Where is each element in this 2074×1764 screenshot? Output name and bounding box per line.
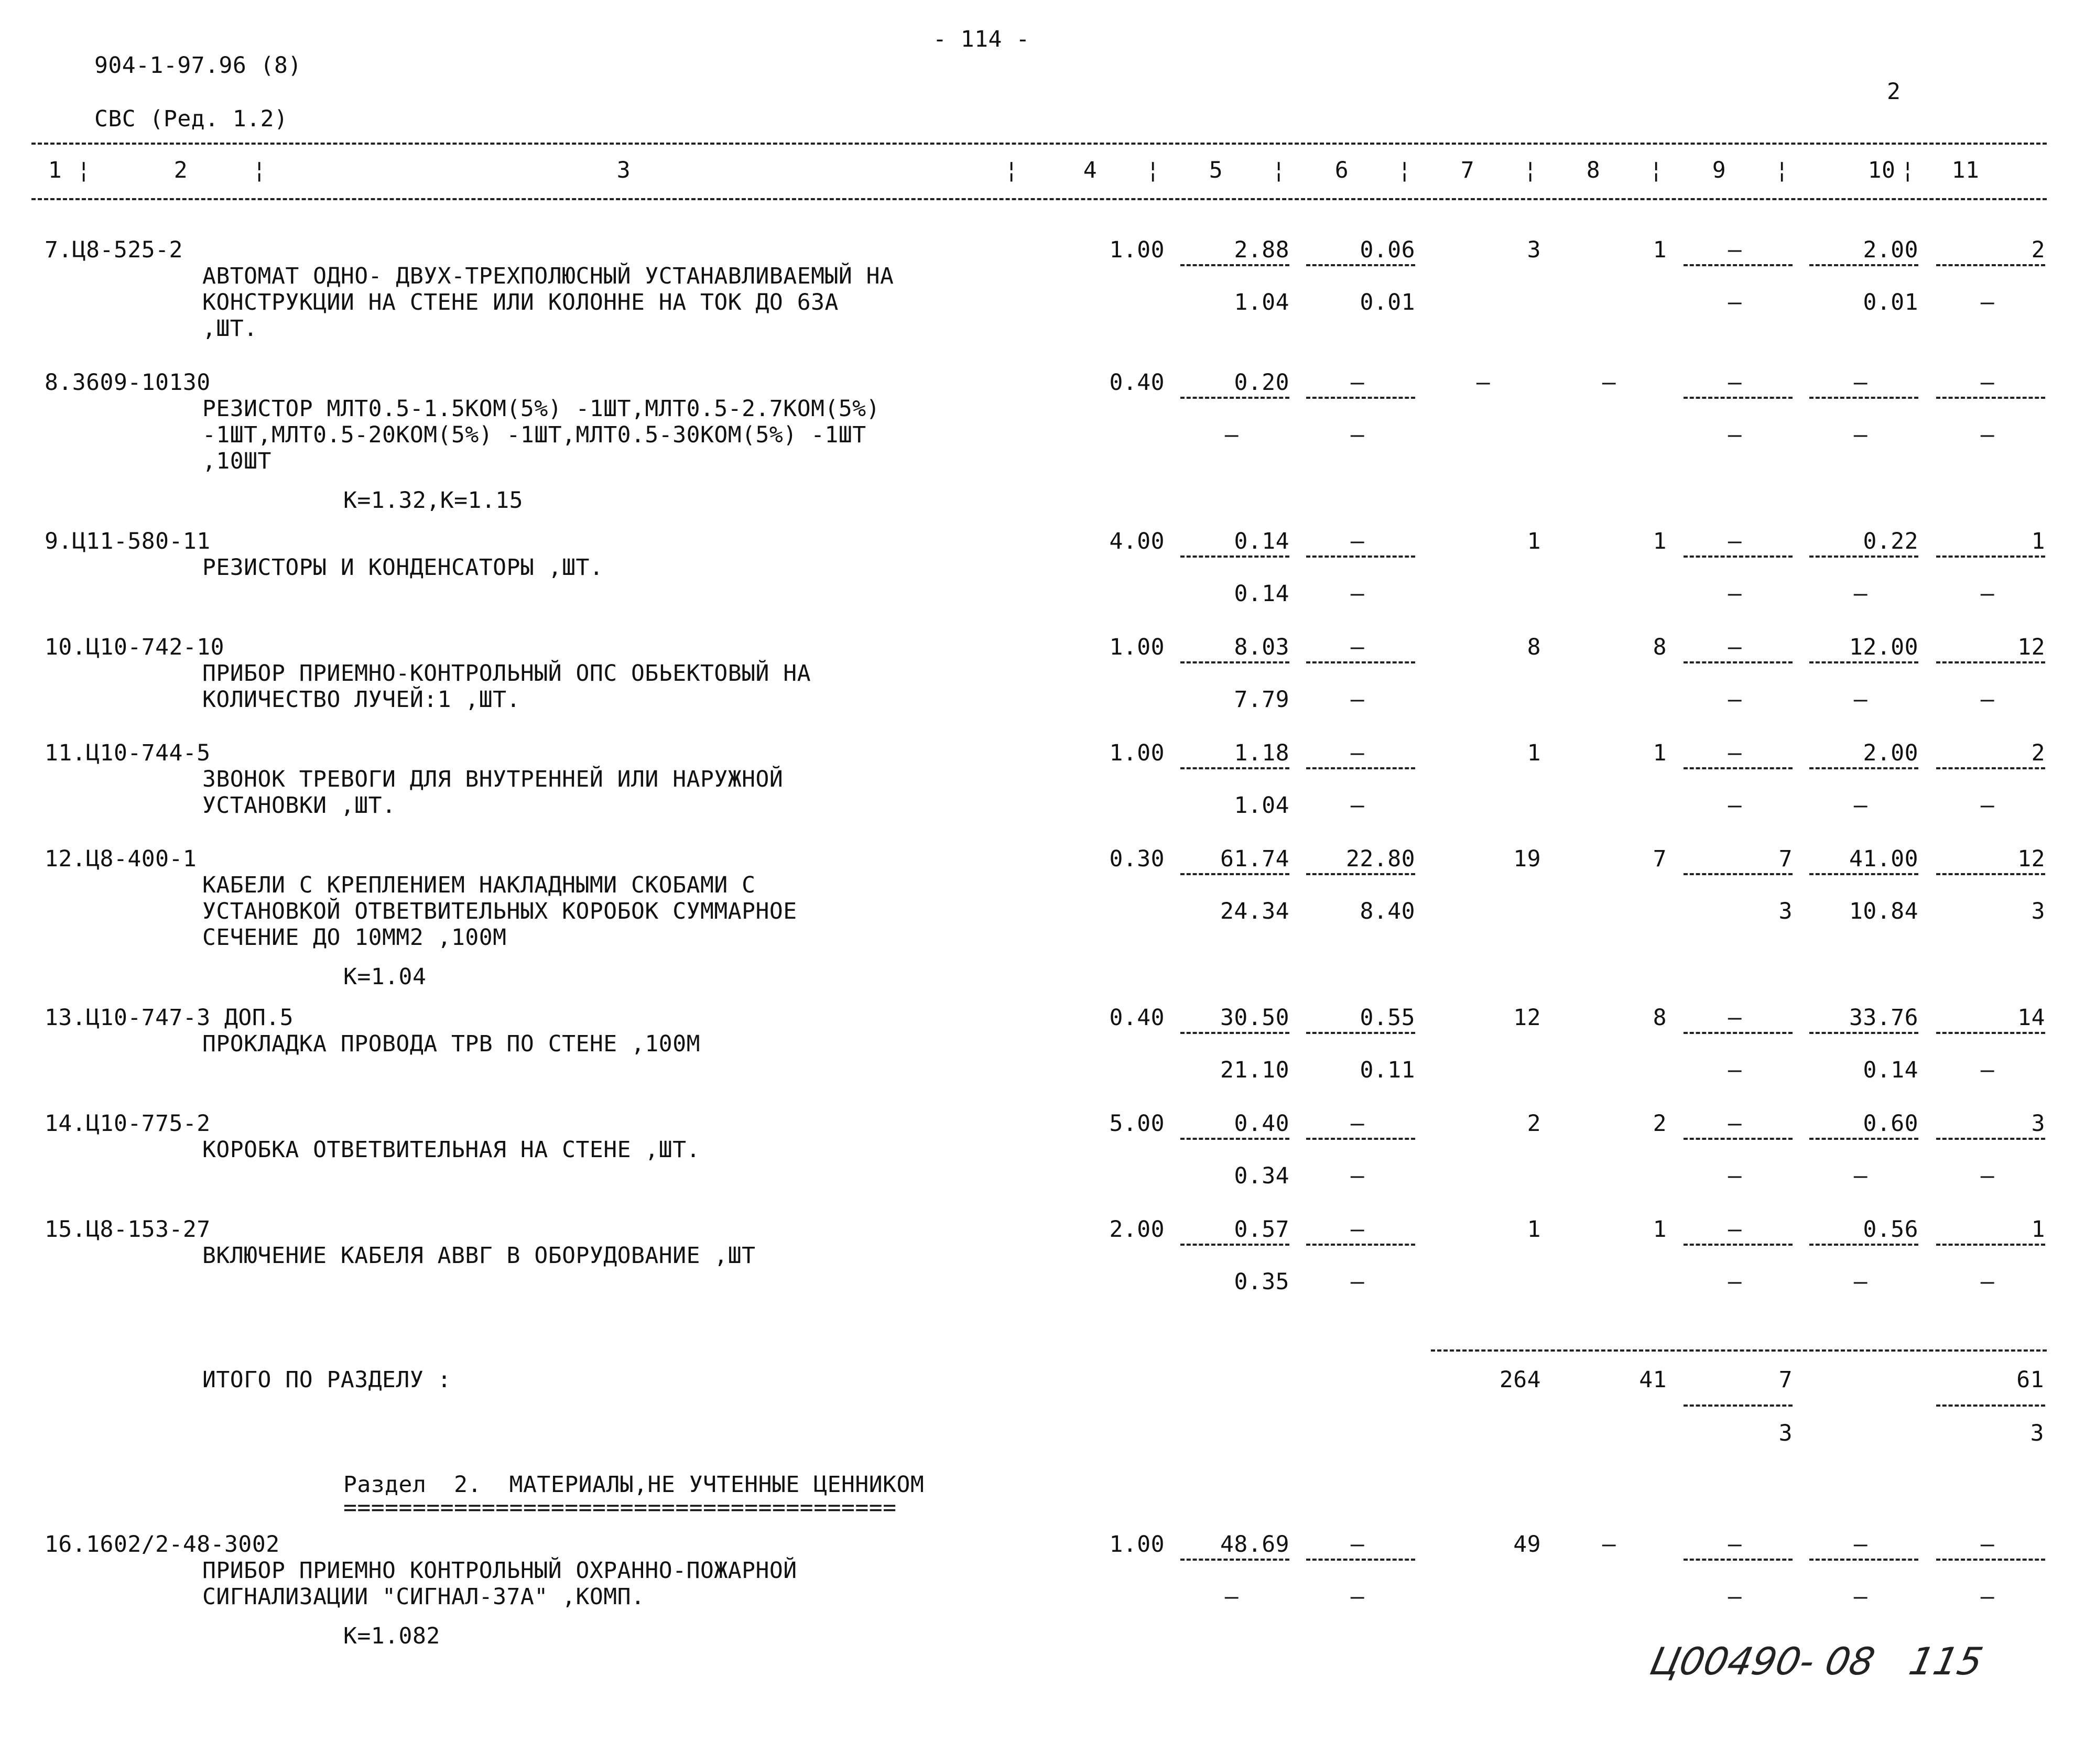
row-divider-c10 bbox=[1809, 264, 1918, 266]
column-separator: ¦ bbox=[77, 157, 91, 183]
row-c4: 1.00 bbox=[1109, 237, 1165, 263]
row-divider-c9 bbox=[1684, 264, 1793, 266]
row-divider-c9 bbox=[1684, 873, 1793, 875]
row-c4: 2.00 bbox=[1109, 1216, 1165, 1243]
row-c6b: – bbox=[1350, 792, 1365, 819]
row-divider-c11 bbox=[1936, 661, 2045, 663]
row-c7: 12 bbox=[1513, 1005, 1541, 1031]
row-c9a: – bbox=[1728, 237, 1742, 263]
row-c11a: 1 bbox=[2031, 1216, 2045, 1243]
row-divider-c10 bbox=[1809, 1244, 1918, 1246]
row-divider-c9 bbox=[1684, 661, 1793, 663]
row-divider-c6 bbox=[1306, 767, 1415, 769]
row-c9b: – bbox=[1728, 1163, 1742, 1189]
row-c6b: – bbox=[1350, 1269, 1365, 1295]
column-separator: ¦ bbox=[1649, 157, 1664, 183]
column-header-8: 8 bbox=[1586, 157, 1601, 183]
section-2-title: Раздел 2. МАТЕРИАЛЫ,НЕ УЧТЕННЫЕ ЦЕННИКОМ bbox=[343, 1472, 925, 1498]
row-c11b: – bbox=[1980, 1057, 1995, 1083]
column-separator: ¦ bbox=[252, 157, 267, 183]
row16-divider-c6 bbox=[1306, 1559, 1415, 1561]
row-c6a: – bbox=[1350, 528, 1365, 554]
row-divider-c5 bbox=[1180, 1244, 1289, 1246]
row-c4: 0.40 bbox=[1109, 1005, 1165, 1031]
item-coefficient: К=1.32,К=1.15 bbox=[343, 487, 524, 514]
row-c6a: – bbox=[1350, 369, 1365, 396]
row-divider-c5 bbox=[1180, 397, 1289, 399]
row-c10a: 0.56 bbox=[1863, 1216, 1918, 1243]
row-divider-c10 bbox=[1809, 556, 1918, 558]
row-c10a: 2.00 bbox=[1863, 237, 1918, 263]
row-c9b: – bbox=[1728, 1057, 1742, 1083]
row-c9b: 3 bbox=[1778, 898, 1793, 924]
item-description-line: ПРИБОР ПРИЕМНО-КОНТРОЛЬНЫЙ ОПС ОБЬЕКТОВЫЙ НА bbox=[202, 660, 811, 687]
page-number: - 114 - bbox=[933, 26, 1030, 52]
row-c11b: – bbox=[1980, 1163, 1995, 1189]
row-c6b: – bbox=[1350, 581, 1365, 607]
row-c11a: 3 bbox=[2031, 1110, 2045, 1137]
column-separator: ¦ bbox=[1523, 157, 1538, 183]
item-description-line: УСТАНОВКОЙ ОТВЕТВИТЕЛЬНЫХ КОРОБОК СУММАРНОЕ bbox=[202, 898, 797, 924]
column-header-10: 10 bbox=[1867, 157, 1896, 183]
item-description-line: -1ШТ,МЛТ0.5-20КОМ(5%) -1ШТ,МЛТ0.5-30КОМ(5%) -1ШТ bbox=[202, 422, 866, 448]
row-c8: 7 bbox=[1653, 846, 1667, 872]
row-c6a: 22.80 bbox=[1346, 846, 1415, 872]
item-description-line: ПРИБОР ПРИЕМНО КОНТРОЛЬНЫЙ ОХРАННО-ПОЖАРНОЙ bbox=[202, 1558, 797, 1584]
row16-c10a: – bbox=[1853, 1531, 1868, 1558]
row-divider-c11 bbox=[1936, 1032, 2045, 1034]
row-c8: 1 bbox=[1653, 237, 1667, 263]
total-label: ИТОГО ПО РАЗДЕЛУ : bbox=[202, 1367, 451, 1393]
row-c9b: – bbox=[1728, 792, 1742, 819]
row-divider-c6 bbox=[1306, 556, 1415, 558]
row-c5a: 2.88 bbox=[1234, 237, 1289, 263]
row-c10b: 0.01 bbox=[1863, 289, 1918, 315]
row-divider-c10 bbox=[1809, 661, 1918, 663]
row16-divider-c5 bbox=[1180, 1559, 1289, 1561]
row-c9b: – bbox=[1728, 422, 1742, 448]
row-c7: 1 bbox=[1527, 528, 1541, 554]
row-c5b: 0.34 bbox=[1234, 1163, 1289, 1189]
column-header-4: 4 bbox=[1083, 157, 1098, 183]
row-c11b: – bbox=[1980, 581, 1995, 607]
row-c10a: 0.60 bbox=[1863, 1110, 1918, 1137]
row-c11a: 14 bbox=[2017, 1005, 2045, 1031]
row-c5b: 24.34 bbox=[1220, 898, 1289, 924]
row-divider-c10 bbox=[1809, 1032, 1918, 1034]
row-divider-c6 bbox=[1306, 397, 1415, 399]
column-separator: ¦ bbox=[1901, 157, 1915, 183]
row-c10b: – bbox=[1853, 581, 1868, 607]
row-c4: 0.40 bbox=[1109, 369, 1165, 396]
row-c6a: 0.55 bbox=[1360, 1005, 1415, 1031]
column-separator: ¦ bbox=[1775, 157, 1789, 183]
total-col11: 61 bbox=[2016, 1367, 2044, 1393]
row-c9b: – bbox=[1728, 1269, 1742, 1295]
row-divider-c5 bbox=[1180, 661, 1289, 663]
item-description-line: ЗВОНОК ТРЕВОГИ ДЛЯ ВНУТРЕННЕЙ ИЛИ НАРУЖНОЙ bbox=[202, 766, 784, 792]
row-c5a: 0.14 bbox=[1234, 528, 1289, 554]
header-top-rule bbox=[31, 143, 2047, 145]
row-divider-c9 bbox=[1684, 1138, 1793, 1140]
row-c8: – bbox=[1602, 369, 1616, 396]
item-coefficient: К=1.082 bbox=[343, 1623, 440, 1649]
total-col11-sub: 3 bbox=[2030, 1420, 2044, 1446]
row-c10a: 33.76 bbox=[1849, 1005, 1918, 1031]
item-code: 15.Ц8-153-27 bbox=[45, 1216, 211, 1243]
row-c11a: 2 bbox=[2031, 740, 2045, 766]
row-divider-c6 bbox=[1306, 1032, 1415, 1034]
row-divider-c11 bbox=[1936, 1244, 2045, 1246]
row-c10a: 12.00 bbox=[1849, 634, 1918, 660]
column-separator: ¦ bbox=[1397, 157, 1412, 183]
item-description-line: ПРОКЛАДКА ПРОВОДА ТРВ ПО СТЕНЕ ,100М bbox=[202, 1031, 700, 1057]
row-c9b: – bbox=[1728, 289, 1742, 315]
row-c9a: – bbox=[1728, 1216, 1742, 1243]
row-c9a: – bbox=[1728, 1005, 1742, 1031]
row-c8: 2 bbox=[1653, 1110, 1667, 1137]
row-c9a: – bbox=[1728, 528, 1742, 554]
item-code: 7.Ц8-525-2 bbox=[45, 237, 183, 263]
item-description-line: ,10ШТ bbox=[202, 448, 272, 474]
row-c10b: – bbox=[1853, 1269, 1868, 1295]
item-code: 13.Ц10-747-3 ДОП.5 bbox=[45, 1005, 294, 1031]
row-c11a: – bbox=[1980, 369, 1995, 396]
row-c5b: 7.79 bbox=[1234, 687, 1289, 713]
row-c10b: – bbox=[1853, 422, 1868, 448]
column-header-1: 1 bbox=[48, 157, 62, 183]
row-divider-c5 bbox=[1180, 1138, 1289, 1140]
row-divider-c10 bbox=[1809, 397, 1918, 399]
row-divider-c10 bbox=[1809, 767, 1918, 769]
row-c7: 8 bbox=[1527, 634, 1541, 660]
header-bottom-rule bbox=[31, 198, 2047, 200]
total-col8: 41 bbox=[1639, 1367, 1667, 1393]
total-col9-divider bbox=[1684, 1404, 1793, 1407]
row-divider-c11 bbox=[1936, 556, 2045, 558]
row-c9b: – bbox=[1728, 687, 1742, 713]
row-c10b: 0.14 bbox=[1863, 1057, 1918, 1083]
row-divider-c11 bbox=[1936, 1138, 2045, 1140]
row-divider-c6 bbox=[1306, 873, 1415, 875]
item-code: 11.Ц10-744-5 bbox=[45, 740, 211, 766]
column-header-7: 7 bbox=[1460, 157, 1475, 183]
program-version: СВС (Ред. 1.2) bbox=[94, 106, 288, 132]
handwritten-archive-note: Ц00490- 08 115 bbox=[1646, 1639, 1987, 1683]
item-description-line: УСТАНОВКИ ,ШТ. bbox=[202, 792, 396, 819]
total-col9: 7 bbox=[1778, 1367, 1793, 1393]
document-number: 904-1-97.96 (8) bbox=[94, 52, 302, 79]
row-c4: 0.30 bbox=[1109, 846, 1165, 872]
row-c6a: – bbox=[1350, 740, 1365, 766]
item-description-line: РЕЗИСТОРЫ И КОНДЕНСАТОРЫ ,ШТ. bbox=[202, 554, 604, 581]
row-c5a: 0.20 bbox=[1234, 369, 1289, 396]
item-code: 8.3609-10130 bbox=[45, 369, 211, 396]
row-divider-c9 bbox=[1684, 1032, 1793, 1034]
row16-c11b: – bbox=[1980, 1584, 1995, 1610]
item-description-line: СИГНАЛИЗАЦИИ "СИГНАЛ-37А" ,КОМП. bbox=[202, 1584, 645, 1610]
row16-c4: 1.00 bbox=[1109, 1531, 1165, 1558]
row16-divider-c9 bbox=[1684, 1559, 1793, 1561]
row16-c5a: 48.69 bbox=[1220, 1531, 1289, 1558]
total-col9-sub: 3 bbox=[1778, 1420, 1793, 1446]
row16-c10b: – bbox=[1853, 1584, 1868, 1610]
row16-divider-c11 bbox=[1936, 1559, 2045, 1561]
row-c10b: – bbox=[1853, 687, 1868, 713]
row-c5a: 1.18 bbox=[1234, 740, 1289, 766]
sheet-number: 2 bbox=[1887, 79, 1901, 105]
row-divider-c10 bbox=[1809, 873, 1918, 875]
row-c10a: – bbox=[1853, 369, 1868, 396]
row-c11b: 3 bbox=[2031, 898, 2045, 924]
row-c9a: 7 bbox=[1778, 846, 1793, 872]
column-separator: ¦ bbox=[1004, 157, 1019, 183]
total-top-rule bbox=[1431, 1349, 2047, 1352]
item-coefficient: К=1.04 bbox=[343, 964, 427, 990]
row-c8: 1 bbox=[1653, 528, 1667, 554]
row-divider-c5 bbox=[1180, 873, 1289, 875]
row-divider-c5 bbox=[1180, 264, 1289, 266]
row-c8: 1 bbox=[1653, 740, 1667, 766]
column-separator: ¦ bbox=[1272, 157, 1286, 183]
item-code: 12.Ц8-400-1 bbox=[45, 846, 197, 872]
item-code: 10.Ц10-742-10 bbox=[45, 634, 225, 660]
row-c4: 1.00 bbox=[1109, 740, 1165, 766]
row-c10a: 41.00 bbox=[1849, 846, 1918, 872]
row-c5b: 0.35 bbox=[1234, 1269, 1289, 1295]
row-divider-c11 bbox=[1936, 873, 2045, 875]
row-c4: 1.00 bbox=[1109, 634, 1165, 660]
row-c8: 1 bbox=[1653, 1216, 1667, 1243]
row-c7: 2 bbox=[1527, 1110, 1541, 1137]
row-c9a: – bbox=[1728, 1110, 1742, 1137]
row-divider-c11 bbox=[1936, 397, 2045, 399]
row-c10b: 10.84 bbox=[1849, 898, 1918, 924]
item-description-line: КАБЕЛИ С КРЕПЛЕНИЕМ НАКЛАДНЫМИ СКОБАМИ С bbox=[202, 872, 756, 898]
row-c5b: 21.10 bbox=[1220, 1057, 1289, 1083]
total-col7: 264 bbox=[1499, 1367, 1541, 1393]
row-c4: 5.00 bbox=[1109, 1110, 1165, 1137]
row-c6a: 0.06 bbox=[1360, 237, 1415, 263]
column-separator: ¦ bbox=[1146, 157, 1160, 183]
row-c11a: 1 bbox=[2031, 528, 2045, 554]
row-c6b: – bbox=[1350, 422, 1365, 448]
row-c11a: 12 bbox=[2017, 846, 2045, 872]
row-c7: 19 bbox=[1513, 846, 1541, 872]
section-2-underline: ======================================== bbox=[343, 1495, 897, 1521]
row-c8: 8 bbox=[1653, 634, 1667, 660]
row-c6a: – bbox=[1350, 1216, 1365, 1243]
row16-c5b: – bbox=[1224, 1584, 1239, 1610]
row-c10a: 0.22 bbox=[1863, 528, 1918, 554]
row-c6b: – bbox=[1350, 687, 1365, 713]
row-c8: 8 bbox=[1653, 1005, 1667, 1031]
row-c4: 4.00 bbox=[1109, 528, 1165, 554]
row-c10b: – bbox=[1853, 1163, 1868, 1189]
row-c5a: 0.57 bbox=[1234, 1216, 1289, 1243]
column-header-2: 2 bbox=[173, 157, 188, 183]
row-divider-c11 bbox=[1936, 767, 2045, 769]
row-c11b: – bbox=[1980, 289, 1995, 315]
item-description-line: СЕЧЕНИЕ ДО 10ММ2 ,100М bbox=[202, 924, 507, 951]
row16-c8: – bbox=[1602, 1531, 1616, 1558]
row-c7: 3 bbox=[1527, 237, 1541, 263]
row-divider-c9 bbox=[1684, 556, 1793, 558]
column-header-5: 5 bbox=[1209, 157, 1223, 183]
item-code: 14.Ц10-775-2 bbox=[45, 1110, 211, 1137]
row16-c11a: – bbox=[1980, 1531, 1995, 1558]
row-c11a: 12 bbox=[2017, 634, 2045, 660]
row-c9a: – bbox=[1728, 634, 1742, 660]
row-divider-c6 bbox=[1306, 1244, 1415, 1246]
row16-c9b: – bbox=[1728, 1584, 1742, 1610]
row-c11b: – bbox=[1980, 792, 1995, 819]
row16-c6b: – bbox=[1350, 1584, 1365, 1610]
row-c5a: 8.03 bbox=[1234, 634, 1289, 660]
row-c7: – bbox=[1476, 369, 1491, 396]
row-c11b: – bbox=[1980, 687, 1995, 713]
row-divider-c5 bbox=[1180, 767, 1289, 769]
row16-c9a: – bbox=[1728, 1531, 1742, 1558]
row-c7: 1 bbox=[1527, 740, 1541, 766]
row16-c6a: – bbox=[1350, 1531, 1365, 1558]
row-c9a: – bbox=[1728, 740, 1742, 766]
row-c6b: 0.11 bbox=[1360, 1057, 1415, 1083]
row16-c7: 49 bbox=[1513, 1531, 1541, 1558]
total-col11-divider bbox=[1936, 1404, 2045, 1407]
column-header-6: 6 bbox=[1334, 157, 1349, 183]
row-divider-c5 bbox=[1180, 1032, 1289, 1034]
row-c5b: 1.04 bbox=[1234, 289, 1289, 315]
row-c7: 1 bbox=[1527, 1216, 1541, 1243]
item-description-line: АВТОМАТ ОДНО- ДВУХ-ТРЕХПОЛЮСНЫЙ УСТАНАВЛИВАЕМЫЙ НА bbox=[202, 263, 894, 289]
row-c9b: – bbox=[1728, 581, 1742, 607]
row-c5b: – bbox=[1224, 422, 1239, 448]
row-divider-c6 bbox=[1306, 1138, 1415, 1140]
row-c9a: – bbox=[1728, 369, 1742, 396]
row16-divider-c10 bbox=[1809, 1559, 1918, 1561]
row-c6a: – bbox=[1350, 634, 1365, 660]
item-description-line: КОНСТРУКЦИИ НА СТЕНЕ ИЛИ КОЛОННЕ НА ТОК ДО 63А bbox=[202, 289, 839, 315]
row-c6b: – bbox=[1350, 1163, 1365, 1189]
row-c6b: 0.01 bbox=[1360, 289, 1415, 315]
row-divider-c9 bbox=[1684, 1244, 1793, 1246]
column-header-3: 3 bbox=[616, 157, 631, 183]
row-c11b: – bbox=[1980, 422, 1995, 448]
row-c5b: 0.14 bbox=[1234, 581, 1289, 607]
row-divider-c9 bbox=[1684, 397, 1793, 399]
item-code: 16.1602/2-48-3002 bbox=[45, 1531, 280, 1558]
row-divider-c10 bbox=[1809, 1138, 1918, 1140]
item-description-line: КОРОБКА ОТВЕТВИТЕЛЬНАЯ НА СТЕНЕ ,ШТ. bbox=[202, 1137, 700, 1163]
row-divider-c11 bbox=[1936, 264, 2045, 266]
row-c5a: 30.50 bbox=[1220, 1005, 1289, 1031]
row-c10b: – bbox=[1853, 792, 1868, 819]
row-c6b: 8.40 bbox=[1360, 898, 1415, 924]
row-c11b: – bbox=[1980, 1269, 1995, 1295]
row-divider-c6 bbox=[1306, 661, 1415, 663]
row-c10a: 2.00 bbox=[1863, 740, 1918, 766]
row-c5a: 61.74 bbox=[1220, 846, 1289, 872]
item-description-line: РЕЗИСТОР МЛТ0.5-1.5КОМ(5%) -1ШТ,МЛТ0.5-2.7КОМ(5%) bbox=[202, 396, 881, 422]
row-divider-c5 bbox=[1180, 556, 1289, 558]
row-c5a: 0.40 bbox=[1234, 1110, 1289, 1137]
row-divider-c6 bbox=[1306, 264, 1415, 266]
row-c5b: 1.04 bbox=[1234, 792, 1289, 819]
item-code: 9.Ц11-580-11 bbox=[45, 528, 211, 554]
item-description-line: ,ШТ. bbox=[202, 315, 258, 342]
item-description-line: ВКЛЮЧЕНИЕ КАБЕЛЯ АВВГ В ОБОРУДОВАНИЕ ,ШТ bbox=[202, 1243, 756, 1269]
column-header-9: 9 bbox=[1712, 157, 1726, 183]
row-divider-c9 bbox=[1684, 767, 1793, 769]
row-c6a: – bbox=[1350, 1110, 1365, 1137]
column-header-11: 11 bbox=[1951, 157, 1980, 183]
item-description-line: КОЛИЧЕСТВО ЛУЧЕЙ:1 ,ШТ. bbox=[202, 687, 520, 713]
row-c11a: 2 bbox=[2031, 237, 2045, 263]
